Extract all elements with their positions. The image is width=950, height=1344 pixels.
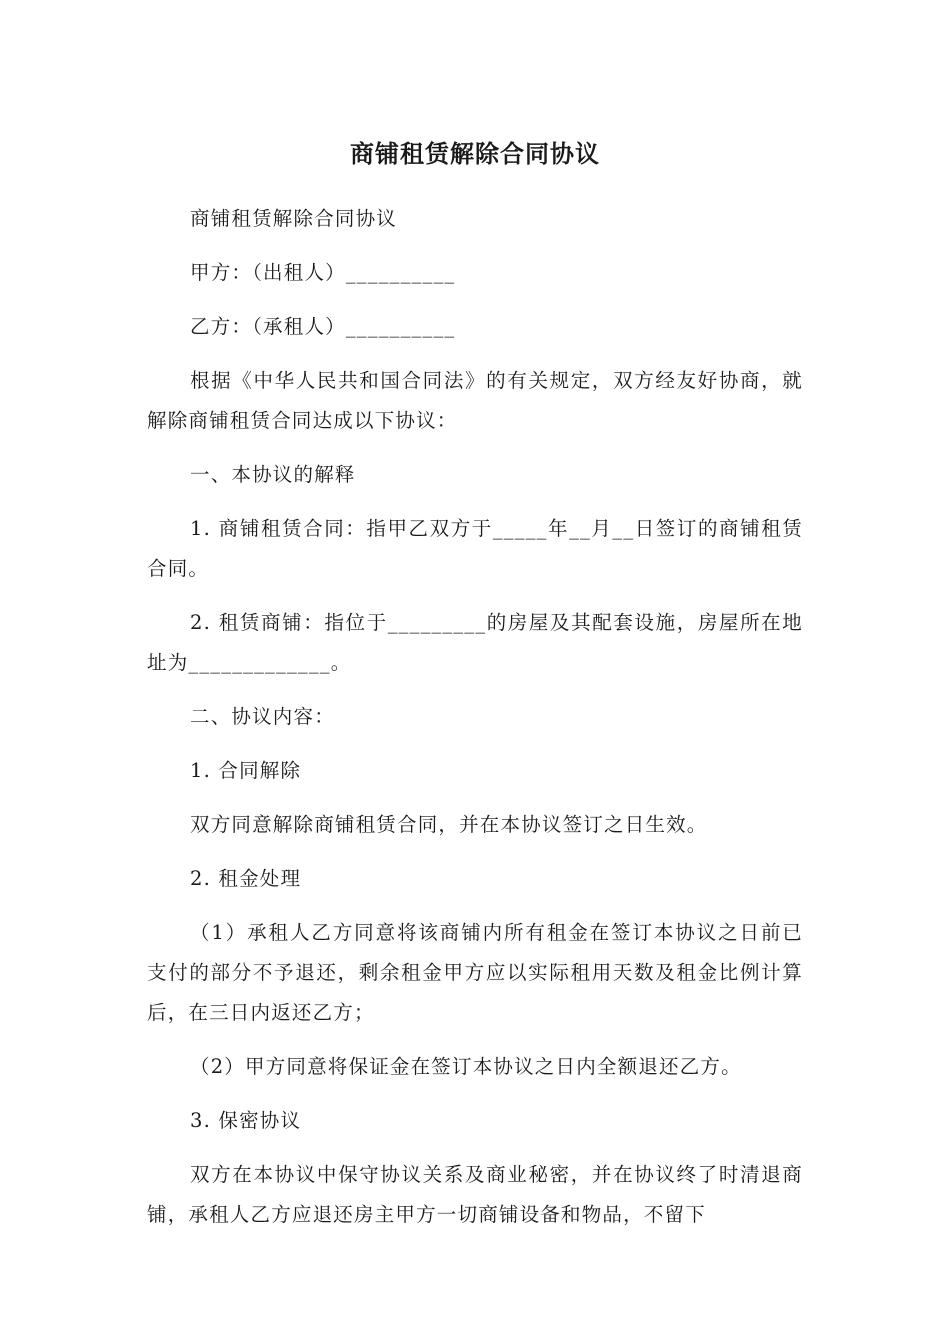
document-body bbox=[147, 199, 803, 1235]
paragraph-definition-contract: 1. 商铺租赁合同：指甲乙双方于_____年__月__日签订的商铺租赁合同。 bbox=[147, 517, 803, 580]
paragraph-termination: 双方同意解除商铺租赁合同，并在本协议签订之日生效。 bbox=[190, 813, 708, 836]
subheading-confidentiality: 3. 保密协议 bbox=[190, 1109, 302, 1132]
section-heading-content: 二、协议内容： bbox=[190, 705, 335, 728]
paragraph-doc-name: 商铺租赁解除合同协议 bbox=[190, 207, 398, 230]
section-heading-interpretation: 一、本协议的解释 bbox=[190, 463, 356, 486]
subheading-rent: 2. 租金处理 bbox=[190, 867, 302, 890]
paragraph-party-a: 甲方：（出租人）__________ bbox=[190, 261, 456, 284]
paragraph-definition-shop: 2. 租赁商铺：指位于_________的房屋及其配套设施，房屋所在地址为_____________。 bbox=[147, 611, 803, 674]
subheading-termination: 1. 合同解除 bbox=[190, 759, 302, 782]
document-title: 商铺租赁解除合同协议 bbox=[350, 140, 600, 168]
paragraph-rent-item-1: （1）承租人乙方同意将该商铺内所有租金在签订本协议之日前已支付的部分不予退还，剩余租金甲方应以实际租用天数及租金比例计算后，在三日内返还乙方； bbox=[147, 921, 803, 1024]
paragraph-confidentiality: 双方在本协议中保守协议关系及商业秘密，并在协议终了时清退商铺，承租人乙方应退还房主甲方一切商铺设备和物品，不留下 bbox=[147, 1163, 803, 1226]
paragraph-preamble: 根据《中华人民共和国合同法》的有关规定，双方经友好协商，就解除商铺租赁合同达成以下协议： bbox=[147, 369, 803, 432]
paragraph-party-b: 乙方：（承租人）__________ bbox=[190, 315, 456, 338]
paragraph-rent-item-2: （2）甲方同意将保证金在签订本协议之日内全额退还乙方。 bbox=[190, 1055, 742, 1078]
